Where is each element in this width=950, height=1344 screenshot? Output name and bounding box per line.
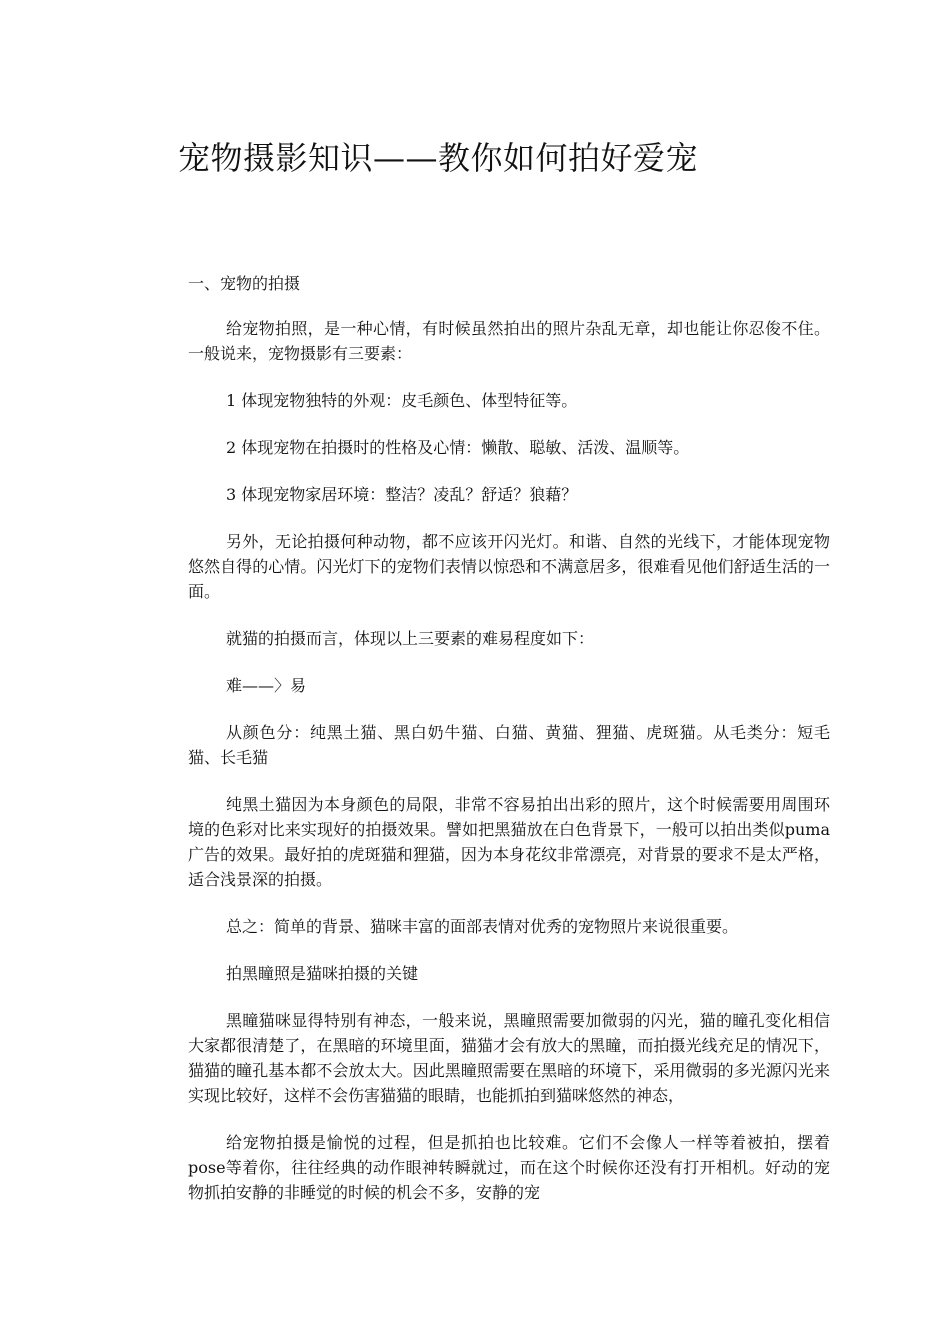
document-title: 宠物摄影知识——教你如何拍好爱宠 [178,139,699,177]
document-body [188,271,830,1227]
paragraph-black-cat: 纯黑土猫因为本身颜色的局限，非常不容易拍出出彩的照片，这个时候需要用周围环境的色彩对比来实现好的拍摄效果。譬如把黑猫放在白色背景下，一般可以拍出类似puma广告的效果。最好拍的虎斑猫和狸猫，因为本身花纹非常漂亮，对背景的要求不是太严格，适合浅景深的拍摄。 [188,795,830,889]
list-item-appearance: 1 体现宠物独特的外观：皮毛颜色、体型特征等。 [226,391,578,410]
paragraph-black-pupil: 黑瞳猫咪显得特别有神态，一般来说，黑瞳照需要加微弱的闪光，猫的瞳孔变化相信大家都很清楚了，在黑暗的环境里面，猫猫才会有放大的黑瞳，而拍摄光线充足的情况下，猫猫的瞳孔基本都不会放太大。因此黑瞳照需要在黑暗的环境下，采用微弱的多光源闪光来实现比较好，这样不会伤害猫猫的眼睛，也能抓拍到猫咪悠然的神态， [188,1011,830,1105]
paragraph-no-flash: 另外，无论拍摄何种动物，都不应该开闪光灯。和谐、自然的光线下，才能体现宠物悠然自得的心情。闪光灯下的宠物们表情以惊恐和不满意居多，很难看见他们舒适生活的一面。 [188,532,830,601]
paragraph-intro: 给宠物拍照，是一种心情，有时候虽然拍出的照片杂乱无章，却也能让你忍俊不住。一般说来，宠物摄影有三要素： [188,319,830,363]
paragraph-hard-to-easy: 难——〉易 [226,676,307,695]
paragraph-cat-difficulty: 就猫的拍摄而言，体现以上三要素的难易程度如下： [226,629,595,648]
paragraph-black-pupil-heading: 拍黑瞳照是猫咪拍摄的关键 [226,964,419,983]
list-item-environment: 3 体现宠物家居环境：整洁？凌乱？舒适？狼藉？ [226,485,578,504]
section-heading: 一、宠物的拍摄 [188,274,301,293]
paragraph-capture: 给宠物拍摄是愉悦的过程，但是抓拍也比较难。它们不会像人一样等着被拍，摆着pose等着你，往往经典的动作眼神转瞬就过，而在这个时候你还没有打开相机。好动的宠物抓拍安静的非睡觉的时候的机会不多，安静的宠 [188,1133,830,1202]
paragraph-color-classification: 从颜色分：纯黑土猫、黑白奶牛猫、白猫、黄猫、狸猫、虎斑猫。从毛类分：短毛猫、长毛猫 [188,723,830,767]
paragraph-summary: 总之：简单的背景、猫咪丰富的面部表情对优秀的宠物照片来说很重要。 [226,917,739,936]
list-item-personality: 2 体现宠物在拍摄时的性格及心情：懒散、聪敏、活泼、温顺等。 [226,438,690,457]
